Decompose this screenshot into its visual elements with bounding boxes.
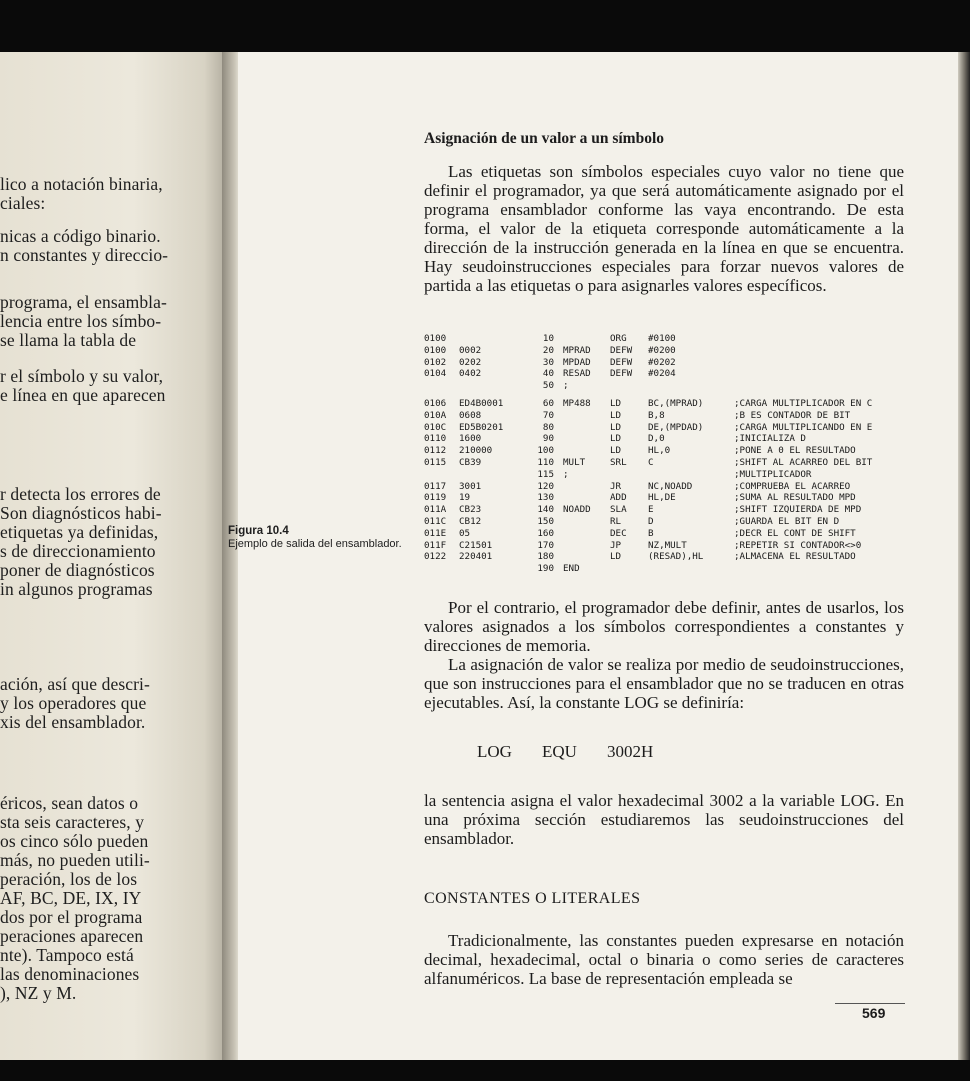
listing-arg: E [648,504,654,516]
listing-label: ; [563,380,569,392]
listing-arg: B [648,527,654,539]
listing-arg: HL,0 [648,445,671,457]
listing-op: LD [610,433,622,445]
listing-code: 1600 [459,433,482,445]
page-number: 569 [862,1005,886,1021]
listing-code: 0002 [459,344,482,356]
listing-arg: #0202 [648,356,676,368]
listing-op: DEC [610,527,627,539]
left-text-line: lico a notación binaria, [0,174,163,194]
left-text-line: n constantes y direccio- [0,245,169,265]
listing-op: DEFW [610,344,633,356]
listing-label: MPDAD [563,356,591,368]
listing-op: DEFW [610,368,633,380]
listing-comment: ;SUMA AL RESULTADO MPD [734,492,856,504]
listing-code: CB12 [459,515,482,527]
listing-num: 150 [537,515,554,527]
left-text-line: Son diagnósticos habi- [0,503,162,523]
listing-code: 0402 [459,368,482,380]
listing-op: LD [610,397,622,409]
listing-addr: 0100 [424,344,447,356]
left-text-line: más, no pueden utili- [0,850,150,870]
left-text-line: xis del ensamblador. [0,712,146,732]
equ-example [477,742,653,762]
listing-comment: ;SHIFT IZQUIERDA DE MPD [734,504,862,516]
listing-num: 20 [542,344,554,356]
listing-addr: 0100 [424,333,447,344]
left-text-line: dos por el programa [0,907,143,927]
listing-label: END [563,563,580,575]
listing-op: ORG [610,333,627,344]
left-text-line: os cinco sólo pueden [0,831,149,851]
symbol-value: 3002H [607,742,654,761]
listing-num: 90 [542,433,554,445]
left-text-line: nte). Tampoco está [0,945,134,965]
page-edge-shadow [958,52,970,1060]
left-text-line: etiquetas ya definidas, [0,522,159,542]
listing-code: C21501 [459,539,493,551]
listing-addr: 0102 [424,356,447,368]
listing-arg: HL,DE [648,492,676,504]
listing-op: JP [610,539,622,551]
listing-code: CB23 [459,504,482,516]
listing-addr: 0104 [424,368,447,380]
paragraph: la sentencia asigna el valor hexadecimal 3002 a la variable LOG. En una próxima sección estudiaremos las seudoinstrucciones del ensamblador. [424,791,904,848]
left-text-line: lencia entre los símbo- [0,311,162,331]
listing-num: 130 [537,492,554,504]
listing-arg: #0204 [648,368,676,380]
listing-arg: NC,NOADD [648,480,693,492]
listing-num: 100 [537,445,554,457]
listing-op: DEFW [610,356,633,368]
listing-comment: ;SHIFT AL ACARREO DEL BIT [734,456,873,468]
figure-caption [228,525,408,551]
left-text-line: ), NZ y M. [0,983,77,1003]
listing-num: 140 [537,504,554,516]
listing-op: LD [610,421,622,433]
figure-number: Figura 10.4 [228,525,289,537]
listing-op: RL [610,515,622,527]
left-text-line: peraciones aparecen [0,926,144,946]
listing-addr: 011E [424,527,447,539]
listing-label: MPRAD [563,344,591,356]
listing-arg: (RESAD),HL [648,551,704,563]
listing-code: ED4B0001 [459,397,504,409]
left-text-line: poner de diagnósticos [0,560,155,580]
listing-op: LD [610,551,622,563]
listing-op: SLA [610,504,627,516]
listing-arg: NZ,MULT [648,539,687,551]
listing-code: 05 [459,527,471,539]
listing-num: 180 [537,551,554,563]
left-text-line: éricos, sean datos o [0,793,139,813]
left-text-line: r detecta los errores de [0,484,161,504]
symbol-name: LOG [477,742,512,761]
listing-num: 50 [542,380,554,392]
left-page [0,52,222,1060]
listing-addr: 0117 [424,480,447,492]
listing-num: 115 [537,468,554,480]
paragraph: Las etiquetas son símbolos especiales cuyo valor no tiene que definir el programador, ya que será automáticamente asignado por el programa ensamblador conforme las vaya encontrando. De esta forma, el valor de la etiqueta corresponde automáticamente a la dirección de la instrucción generada en la línea en que se encuentra. Hay seudoinstrucciones especiales para forzar nuevos valores de partida a las etiquetas o para asignarles valores específicos. [424,162,904,295]
listing-addr: 0119 [424,492,447,504]
listing-num: 110 [537,456,554,468]
listing-addr: 0115 [424,456,447,468]
left-text-line: las denominaciones [0,964,140,984]
paragraph: Por el contrario, el programador debe definir, antes de usarlos, los valores asignados a los símbolos correspondientes a constantes y direcciones de memoria. [424,598,904,655]
left-text-line: sta seis caracteres, y [0,812,145,832]
listing-code: 3001 [459,480,482,492]
listing-code: ED5B0201 [459,421,504,433]
left-text-line: nicas a código binario. [0,226,161,246]
listing-num: 80 [542,421,554,433]
listing-arg: #0100 [648,333,676,344]
listing-num: 120 [537,480,554,492]
listing-comment: ;CARGA MULTIPLICADOR EN C [734,397,873,409]
listing-comment: ;B ES CONTADOR DE BIT [734,409,851,421]
left-text-line: peración, los de los [0,869,138,889]
listing-comment: ;COMPRUEBA EL ACARREO [734,480,851,492]
listing-label: RESAD [563,368,591,380]
listing-comment: ;MULTIPLICADOR [734,468,812,480]
listing-num: 40 [542,368,554,380]
left-text-line: r el símbolo y su valor, [0,366,164,386]
listing-num: 10 [542,333,554,344]
listing-code: 0202 [459,356,482,368]
listing-op: JR [610,480,622,492]
listing-comment: ;GUARDA EL BIT EN D [734,515,840,527]
listing-addr: 011C [424,515,447,527]
paragraph: La asignación de valor se realiza por medio de seudoinstrucciones, que son instrucciones para el ensamblador que no se traducen en otras ejecutables. Así, la constante LOG se definiría: [424,655,904,712]
listing-num: 190 [537,563,554,575]
footer-rule [835,1003,905,1004]
left-text-line: programa, el ensambla- [0,292,167,312]
listing-addr: 010C [424,421,447,433]
listing-label: NOADD [563,504,591,516]
listing-addr: 010A [424,409,447,421]
listing-code: 210000 [459,445,493,457]
listing-addr: 0112 [424,445,447,457]
listing-arg: C [648,456,654,468]
listing-addr: 0106 [424,397,447,409]
listing-label: MULT [563,456,586,468]
left-text-line: in algunos programas [0,579,153,599]
listing-arg: BC,(MPRAD) [648,397,704,409]
section-title: Asignación de un valor a un símbolo [424,130,665,147]
listing-arg: D,0 [648,433,665,445]
listing-comment: ;ALMACENA EL RESULTADO [734,551,856,563]
listing-addr: 0122 [424,551,447,563]
listing-op: SRL [610,456,627,468]
listing-addr: 0110 [424,433,447,445]
listing-addr: 011F [424,539,447,551]
listing-comment: ;INICIALIZA D [734,433,806,445]
listing-op: LD [610,445,622,457]
listing-code: 220401 [459,551,493,563]
left-text-line: ación, así que descri- [0,674,150,694]
listing-comment: ;PONE A 0 EL RESULTADO [734,445,856,457]
left-text-line: AF, BC, DE, IX, IY [0,888,142,908]
subheading: CONSTANTES O LITERALES [424,890,641,907]
directive: EQU [542,742,577,761]
paragraph: Tradicionalmente, las constantes pueden expresarse en notación decimal, hexadecimal, octal o binaria o como series de caracteres alfanuméricos. La base de representación empleada se [424,931,904,988]
listing-code: 0608 [459,409,482,421]
listing-addr: 011A [424,504,447,516]
listing-label: MP488 [563,397,591,409]
listing-arg: #0200 [648,344,676,356]
listing-comment: ;CARGA MULTIPLICANDO EN E [734,421,873,433]
listing-label: ; [563,468,569,480]
listing-num: 70 [542,409,554,421]
listing-comment: ;REPETIR SI CONTADOR<>0 [734,539,862,551]
listing-num: 170 [537,539,554,551]
figure-caption-text: Ejemplo de salida del ensamblador. [228,538,402,550]
listing-code: 19 [459,492,471,504]
listing-num: 30 [542,356,554,368]
listing-arg: DE,(MPDAD) [648,421,704,433]
listing-comment: ;DECR EL CONT DE SHIFT [734,527,856,539]
listing-num: 160 [537,527,554,539]
listing-op: LD [610,409,622,421]
left-text-line: s de direccionamiento [0,541,156,561]
listing-arg: D [648,515,654,527]
left-text-line: se llama la tabla de [0,330,137,350]
listing-arg: B,8 [648,409,665,421]
left-text-line: e línea en que aparecen [0,385,166,405]
left-text-line: y los operadores que [0,693,147,713]
listing-num: 60 [542,397,554,409]
left-text-line: ciales: [0,193,46,213]
listing-code: CB39 [459,456,482,468]
listing-op: ADD [610,492,627,504]
